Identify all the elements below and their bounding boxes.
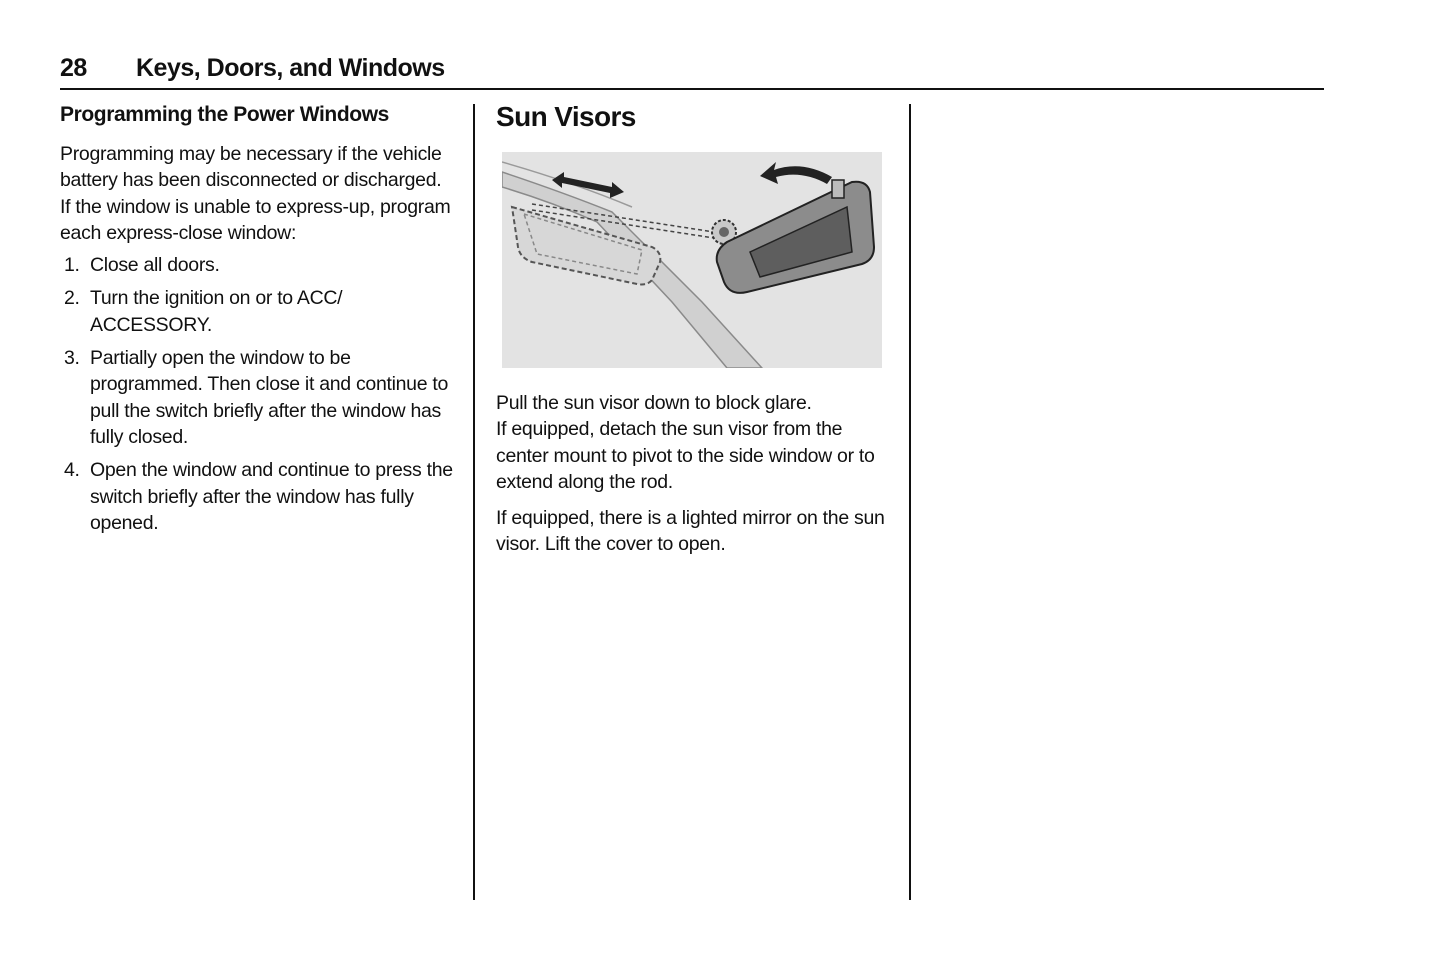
left-column	[60, 100, 455, 543]
column-divider-left	[473, 104, 475, 900]
sun-visor-paragraph-2: If equipped, there is a lighted mirror on the sun visor. Lift the cover to open.	[496, 507, 885, 556]
list-item	[60, 345, 455, 450]
sun-visor-paragraph-1: Pull the sun visor down to block glare. If equipped, detach the sun visor from the center mount to pivot to the side window or to extend along the rod.	[496, 392, 875, 493]
page-header	[60, 52, 1324, 90]
chapter-title: Keys, Doors, and Windows	[136, 54, 445, 82]
step-number: 4.	[64, 459, 80, 482]
subheading-power-windows: Programming the Power Windows	[60, 103, 389, 126]
step-text: Partially open the window to be programmed. Then close it and continue to pull the switch briefly after the window has fully closed.	[90, 347, 449, 448]
list-item	[60, 457, 455, 536]
section-title-sun-visors: Sun Visors	[496, 101, 636, 132]
step-text: Open the window and continue to press the switch briefly after the window has fully opened.	[90, 459, 453, 534]
programming-steps	[60, 252, 455, 536]
list-item	[60, 285, 455, 338]
step-text: Turn the ignition on or to ACC/ ACCESSORY.	[90, 287, 343, 336]
page-number: 28	[60, 54, 87, 82]
sun-visor-icon	[502, 152, 882, 368]
step-number: 2.	[64, 287, 80, 310]
sun-visor-illustration	[502, 152, 882, 368]
step-number: 3.	[64, 347, 80, 370]
step-text: Close all doors.	[90, 254, 220, 277]
column-divider-right	[909, 104, 911, 900]
step-number: 1.	[64, 254, 80, 277]
intro-paragraph: Programming may be necessary if the vehicle battery has been disconnected or discharged. If the window is unable to express-up, program each express-close window:	[60, 143, 451, 244]
right-column	[496, 100, 891, 568]
list-item	[60, 252, 455, 278]
